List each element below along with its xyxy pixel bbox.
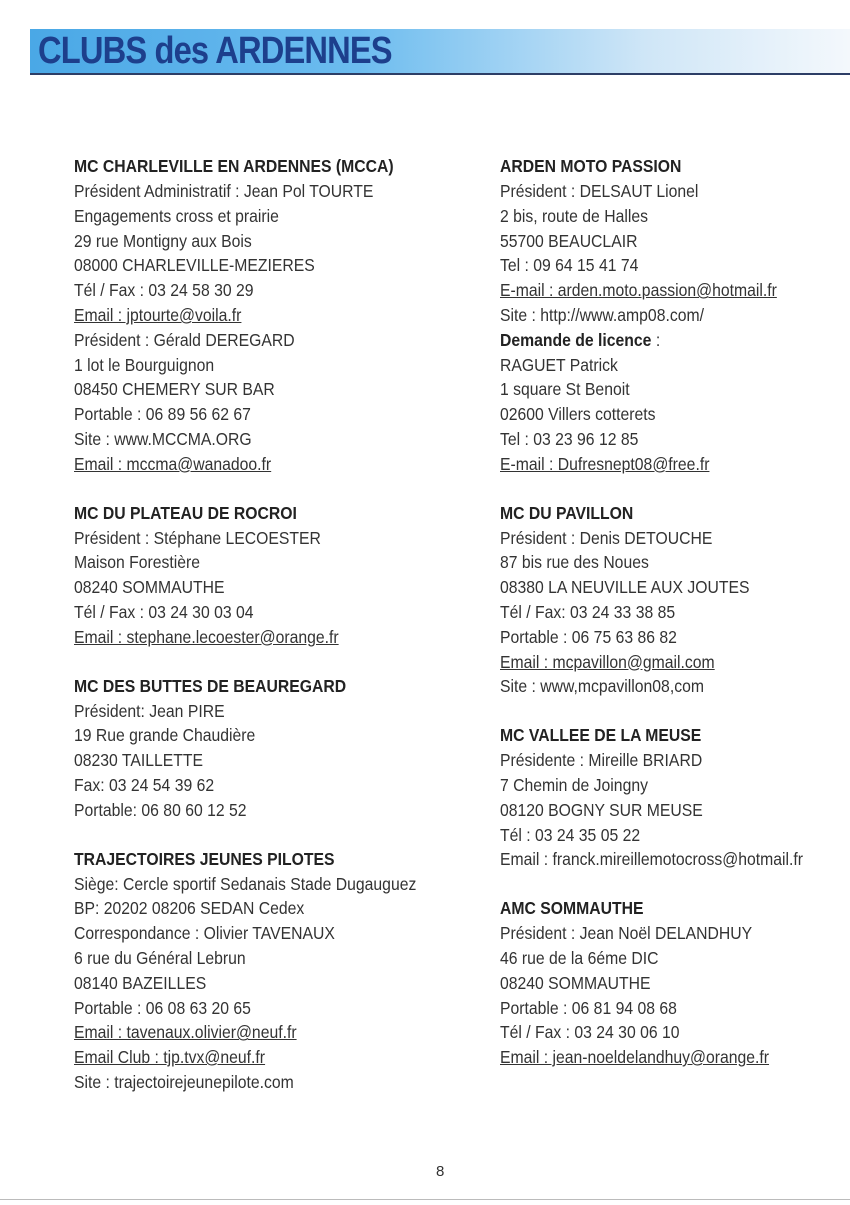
email-link[interactable]: Email : stephane.lecoester@orange.fr [74,626,339,647]
club-line: Tél / Fax : 03 24 58 30 29 [74,280,254,301]
club-name: ARDEN MOTO PASSION [500,156,682,176]
club-line: Fax: 03 24 54 39 62 [74,774,215,795]
club-line: 46 rue de la 6éme DIC [500,947,659,968]
club-block-mcca [74,154,474,477]
email-link[interactable]: E-mail : arden.moto.passion@hotmail.fr [500,280,777,301]
club-line: 55700 BEAUCLAIR [500,230,638,251]
club-line: 08000 CHARLEVILLE-MEZIERES [74,255,315,276]
club-name: MC VALLEE DE LA MEUSE [500,725,702,746]
email-link[interactable]: Email : mcpavillon@gmail.com [500,651,715,672]
club-line: 08140 BAZEILLES [74,972,207,993]
club-block-arden-moto-passion [500,154,845,477]
licence-heading: Demande de licence [500,329,652,350]
site-text: Site : www,mcpavillon08,com [500,676,704,697]
club-line: RAGUET Patrick [500,354,618,375]
club-line: BP: 20202 08206 SEDAN Cedex [74,898,305,919]
club-line: 1 lot le Bourguignon [74,354,215,375]
club-line: Président : Jean Noël DELANDHUY [500,923,753,944]
club-line: 19 Rue grande Chaudière [74,725,256,746]
club-line: 6 rue du Général Lebrun [74,947,246,968]
club-line: 08450 CHEMERY SUR BAR [74,379,275,400]
club-line: 1 square St Benoit [500,379,630,400]
email-link[interactable]: Email : tavenaux.olivier@neuf.fr [74,1022,297,1043]
club-block-amc-sommauthe [500,896,845,1070]
club-line: 7 Chemin de Joingny [500,774,648,795]
club-line: Correspondance : Olivier TAVENAUX [74,923,335,944]
club-line: Portable : 06 75 63 86 82 [500,626,677,647]
club-name: MC DES BUTTES DE BEAUREGARD [74,675,347,696]
club-line: Tel : 09 64 15 41 74 [500,255,639,276]
club-line: Engagements cross et prairie [74,205,279,226]
site-text: Site : www.MCCMA.ORG [74,428,252,449]
email-link[interactable]: E-mail : Dufresnept08@free.fr [500,453,710,474]
club-line: Présidente : Mireille BRIARD [500,750,703,771]
club-line: Tél / Fax: 03 24 33 38 85 [500,601,676,622]
club-line: 08230 TAILLETTE [74,750,203,771]
club-line: Président: Jean PIRE [74,700,225,721]
club-line: Portable : 06 89 56 62 67 [74,404,251,425]
left-column [74,154,474,1095]
club-line: 08240 SOMMAUTHE [74,577,225,598]
club-line: Siège: Cercle sportif Sedanais Stade Dugauguez [74,873,417,894]
licence-heading-line [500,328,811,353]
club-name: MC CHARLEVILLE EN ARDENNES (MCCA) [74,156,394,176]
club-line: Président Administratif : Jean Pol TOURTE [74,181,374,201]
right-column [500,154,845,1070]
licence-colon: : [651,329,661,350]
club-line: 08380 LA NEUVILLE AUX JOUTES [500,577,750,598]
email-text: Email : franck.mireillemotocross@hotmail.fr [500,849,804,870]
page-number: 8 [436,1163,445,1180]
club-line: 87 bis rue des Noues [500,552,649,573]
club-line: 08120 BOGNY SUR MEUSE [500,799,703,820]
bottom-divider [0,1199,850,1200]
club-line: Tél : 03 24 35 05 22 [500,824,641,845]
club-line: Président : DELSAUT Lionel [500,181,699,201]
header-underline [30,73,850,75]
club-line: Tél / Fax : 03 24 30 03 04 [74,601,254,622]
club-line: 02600 Villers cotterets [500,404,656,425]
club-line: 29 rue Montigny aux Bois [74,230,252,251]
club-block-beauregard [74,674,474,823]
club-line: 2 bis, route de Halles [500,205,648,226]
club-block-trajectoires [74,847,474,1095]
club-name: MC DU PLATEAU DE ROCROI [74,502,297,523]
club-line: Portable : 06 08 63 20 65 [74,997,251,1018]
club-line: Tél / Fax : 03 24 30 06 10 [500,1022,680,1043]
site-text: Site : http://www.amp08.com/ [500,304,704,325]
club-line: Président : Denis DETOUCHE [500,527,713,548]
club-line: 08240 SOMMAUTHE [500,972,651,993]
page-title: CLUBS des ARDENNES [38,30,392,72]
club-block-rocroi [74,501,474,650]
club-line: Président : Stéphane LECOESTER [74,527,321,548]
club-line: Maison Forestière [74,552,201,573]
email-club-link[interactable]: Email Club : tjp.tvx@neuf.fr [74,1047,266,1068]
club-line: Président : Gérald DEREGARD [74,329,295,350]
club-name: MC DU PAVILLON [500,502,634,523]
club-line: Portable: 06 80 60 12 52 [74,799,247,820]
club-block-vallee-meuse [500,723,845,872]
email-link[interactable]: Email : mccma@wanadoo.fr [74,453,272,474]
email-link[interactable]: Email : jean-noeldelandhuy@orange.fr [500,1047,770,1068]
club-name: AMC SOMMAUTHE [500,898,644,919]
email-link[interactable]: Email : jptourte@voila.fr [74,304,242,325]
club-block-pavillon [500,501,845,700]
club-line: Portable : 06 81 94 08 68 [500,997,677,1018]
site-text: Site : trajectoirejeunepilote.com [74,1071,294,1092]
club-line: Tel : 03 23 96 12 85 [500,428,639,449]
club-name: TRAJECTOIRES JEUNES PILOTES [74,848,335,869]
